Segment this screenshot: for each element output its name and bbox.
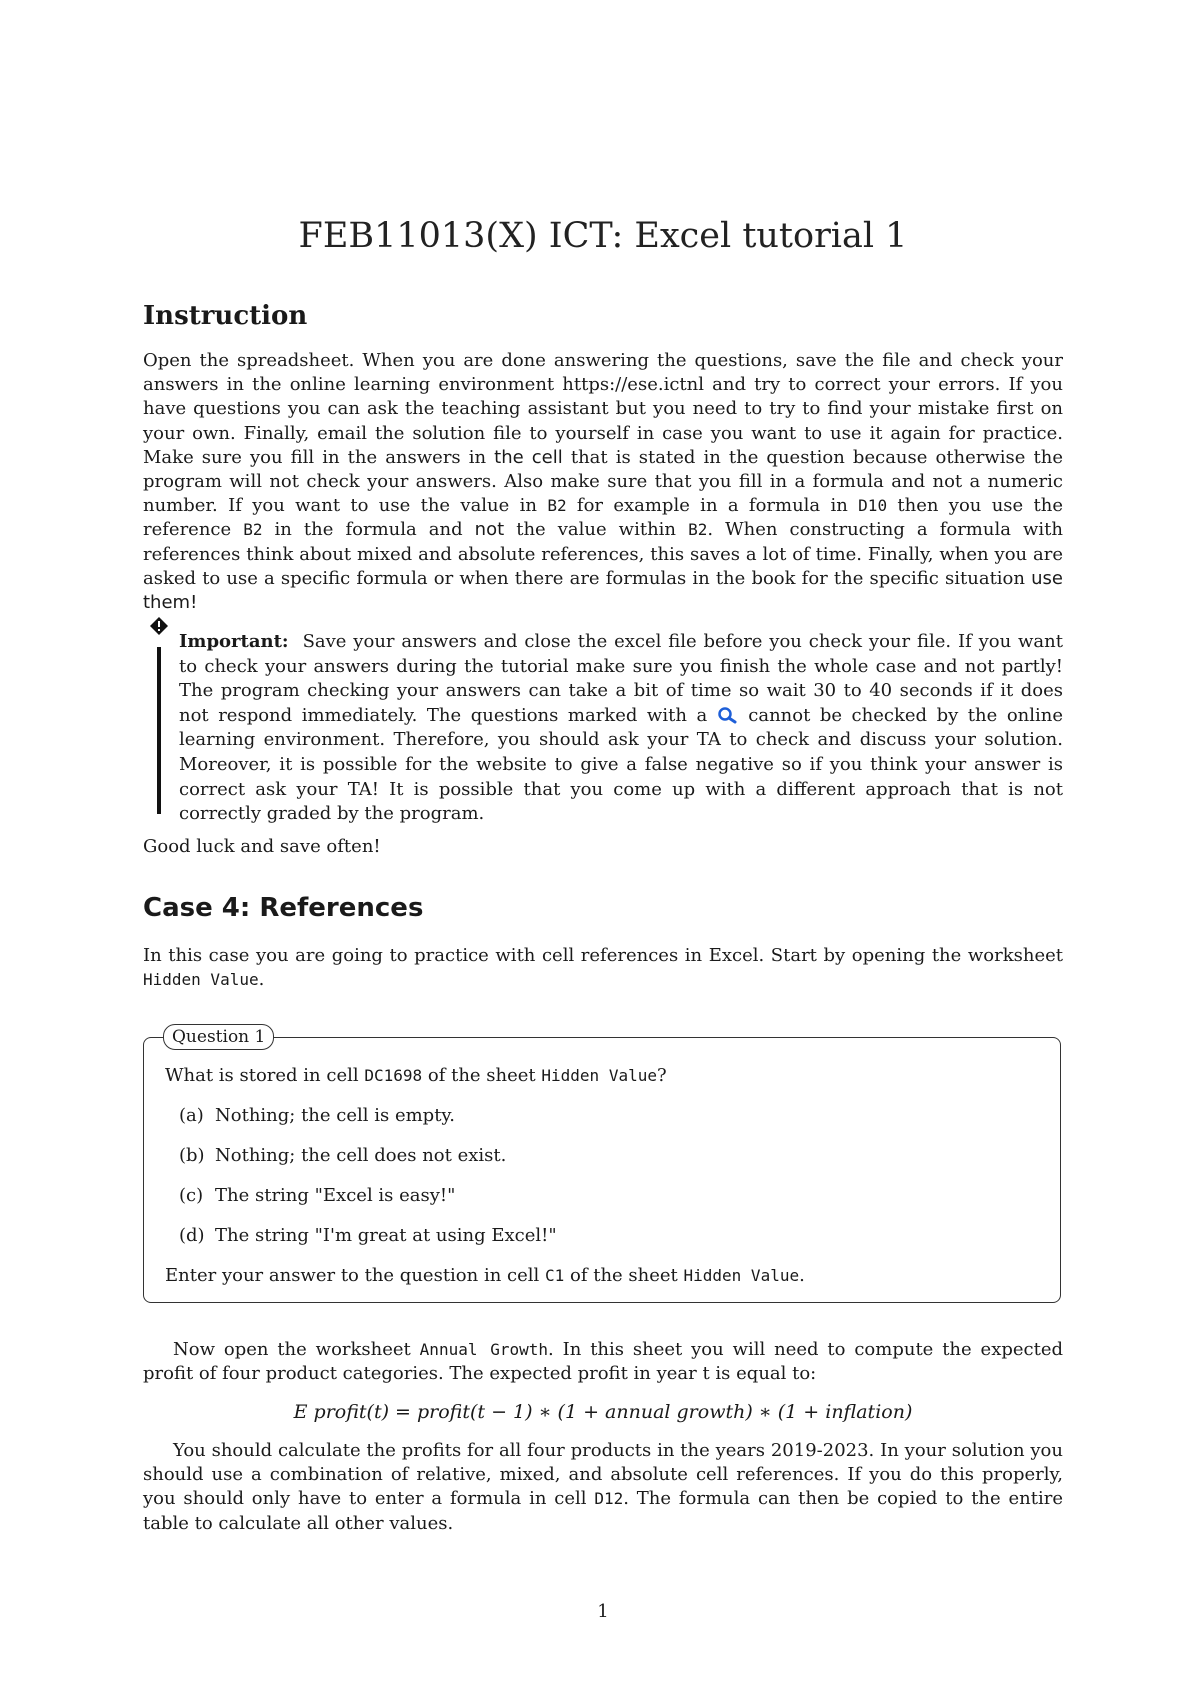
search-icon <box>717 706 739 724</box>
growth-paragraph: Now open the worksheet Annual Growth. In this sheet you will need to compute the expected profit of four product categories. The expected profit in year t is equal to: <box>143 1339 1064 1385</box>
question-label: Question 1 <box>163 1024 274 1050</box>
document-title: FEB11013(X) ICT: Excel tutorial 1 <box>298 216 908 256</box>
option-d: (d) The string "I'm great at using Excel!" <box>179 1225 557 1246</box>
case-intro: In this case you are going to practice with cell references in Excel. Start by opening the worksheet Hidden Value. <box>143 945 1063 991</box>
good-luck-text: Good luck and save often! <box>143 836 381 857</box>
warning-diamond-icon <box>150 617 168 635</box>
profit-formula: E profit(t) = profit(t − 1) ∗ (1 + annual growth) ∗ (1 + inflation) <box>293 1401 913 1423</box>
emph-use-them: use them! <box>143 567 1063 614</box>
instruction-heading: Instruction <box>143 301 308 331</box>
emph-not: not <box>474 519 505 541</box>
growth-paragraph-2: You should calculate the profits for all four products in the years 2019-2023. In your solution you should use a combination of relative, mixed, and absolute cell references. If you do this properly, you should only have to enter a formula in cell D12. The formula can then be copied to the entire table to calculate all other values. <box>143 1440 1063 1534</box>
question-text: What is stored in cell DC1698 of the sheet Hidden Value? <box>165 1065 667 1086</box>
page-number: 1 <box>597 1601 609 1622</box>
option-c: (c) The string "Excel is easy!" <box>179 1185 456 1206</box>
answer-instruction: Enter your answer to the question in cell C1 of the sheet Hidden Value. <box>165 1265 805 1286</box>
emph-the-cell: the cell <box>494 446 563 468</box>
option-b: (b) Nothing; the cell does not exist. <box>179 1145 507 1166</box>
important-note: Important: Save your answers and close the excel file before you check your file. If you want to check your answers during the tutorial make sure you finish the whole case and not partly! The program checking your answers can take a bit of time so wait 30 to 40 seconds if it does not respond immediately. The questions marked with a cannot be checked by the online learning environment. Therefore, you should ask your TA to check and discuss your solution. Moreover, it is possible for the website to give a false negative so if you think your answer is correct ask your TA! It is possible that you come up with a different approach that is not correctly graded by the program. <box>179 631 1064 825</box>
option-a: (a) Nothing; the cell is empty. <box>179 1105 455 1126</box>
note-side-bar <box>157 647 161 814</box>
case-heading: Case 4: References <box>143 893 424 923</box>
instruction-paragraph: Open the spreadsheet. When you are done answering the questions, save the file and check your answers in the online learning environment https://ese.ictnl and try to correct your errors. If you have questions you can ask the teaching assistant but you need to try to find your mistake first on your own. Finally, email the solution file to yourself in case you want to use it again for practice. Make sure you fill in the answers in the cell that is stated in the question because otherwise the program will not check your answers. Also make sure that you fill in a formula and not a numeric number. If you want to use the value in B2 for example in a formula in D10 then you use the reference B2 in the formula and not the value within B2. When constructing a formula with references think about mixed and absolute references, this saves a lot of time. Finally, when you are asked to use a specific formula or when there are formulas in the book for the specific situation use them! <box>143 350 1064 614</box>
important-label: Important: <box>179 631 289 652</box>
